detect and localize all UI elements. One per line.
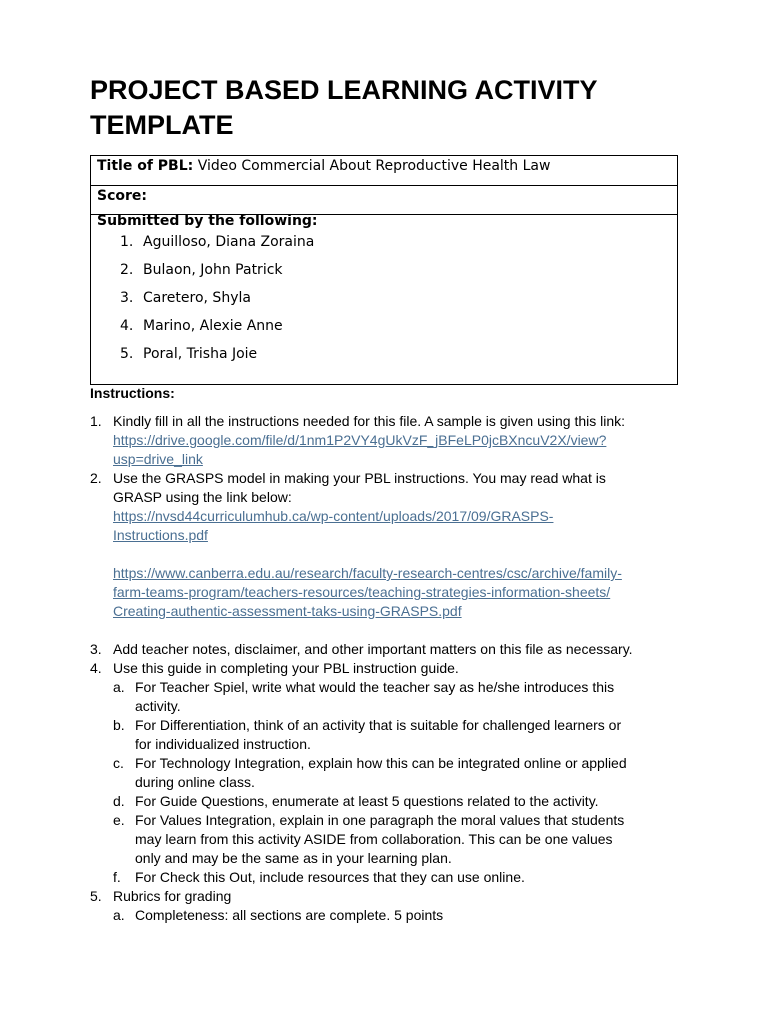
pbl-title-label: Title of PBL: — [97, 158, 194, 174]
spacer — [113, 621, 690, 640]
instruction-item-5: 5. Rubrics for grading a. Completeness: all sections are complete. 5 points — [90, 887, 690, 925]
instructions-heading: Instructions: — [90, 385, 175, 401]
member-list — [97, 233, 677, 373]
instruction-item-1: 1. Kindly fill in all the instructions needed for this file. A sample is given using this link: https://drive.google.com/file/d/1nm1P2VY4gUkVzF_jBFeLP0jcBXncuV2X/view? usp=drive_link — [90, 412, 690, 469]
instructions-list — [90, 412, 690, 925]
grasps-instructions-link[interactable]: https://nvsd44curriculumhub.ca/wp-content/uploads/2017/09/GRASPS- Instructions.pdf — [113, 508, 554, 543]
instruction-text: Use this guide in completing your PBL instruction guide. — [113, 660, 459, 676]
instruction-text: Rubrics for grading — [113, 888, 232, 904]
guide-subitem-d: d. For Guide Questions, enumerate at least 5 questions related to the activity. — [113, 793, 599, 809]
instruction-text: Add teacher notes, disclaimer, and other important matters on this file as necessary. — [113, 641, 633, 657]
member-item: 2. Bulaon, John Patrick — [120, 262, 283, 278]
pbl-info-table — [90, 155, 678, 385]
score-label: Score: — [97, 188, 147, 204]
rubric-sublist — [113, 906, 690, 925]
submitted-cell — [91, 215, 678, 385]
canberra-grasps-link[interactable]: https://www.canberra.edu.au/research/faculty-research-centres/csc/archive/family- farm-teams-program/teachers-resources/teaching-strategies-information-sheets/ Creating-authentic-assessment-taks-using-GRASPS.pdf — [113, 565, 622, 619]
member-name: Aguilloso, Diana Zoraina — [143, 234, 315, 250]
pbl-title-value: Video Commercial About Reproductive Health Law — [197, 158, 551, 174]
spacer — [113, 545, 690, 564]
member-name: Bulaon, John Patrick — [143, 262, 283, 278]
pbl-title-cell — [91, 156, 678, 186]
guide-subitem-b: b. For Differentiation, think of an activity that is suitable for challenged learners or for individualized instruction. — [113, 717, 622, 752]
submitted-label: Submitted by the following: — [97, 213, 318, 229]
pbl-title-row — [91, 156, 678, 186]
submitted-row — [91, 215, 678, 385]
member-name: Poral, Trisha Joie — [143, 346, 258, 362]
instruction-item-4: 4. Use this guide in completing your PBL instruction guide. a. For Teacher Spiel, write what would the teacher say as he/she introduces this activity. b. For Differentiation, think of an activity that is suitable for challenged learners or for individualized instruction. c. For Technology Integration, explain how this can be integrated online or applied during online class. d. For Guide Questions, enumerate at least 5 questions related to the activity. e. For Values Integration, explain in one paragraph the moral values that students may learn from this activity ASIDE from collaboration. This can be one values only and may be the same as in your learning plan. f. For Check this Out, include resources that they can use online. — [90, 659, 690, 887]
member-item: 1. Aguilloso, Diana Zoraina — [120, 234, 315, 250]
sample-drive-link[interactable]: https://drive.google.com/file/d/1nm1P2VY4gUkVzF_jBFeLP0jcBXncuV2X/view? usp=drive_link — [113, 432, 607, 467]
instruction-item-2: 2. Use the GRASPS model in making your PBL instructions. You may read what is GRASP using the link below: https://nvsd44curriculumhub.ca/wp-content/uploads/2017/09/GRASPS- Instructions.pdf https://www.canberra.edu.au/research/faculty-research-centres/csc/archive/family- farm-teams-program/teachers-resources/teaching-strategies-information-sheets/ Creating-authentic-assessment-taks-using-GRASPS.pdf — [90, 469, 690, 640]
instruction-item-3: 3. Add teacher notes, disclaimer, and other important matters on this file as necessary. — [90, 640, 690, 659]
guide-subitem-e: e. For Values Integration, explain in one paragraph the moral values that students may learn from this activity ASIDE from collaboration. This can be one values only and may be the same as in your learning plan. — [113, 812, 625, 866]
member-item: 3. Caretero, Shyla — [120, 290, 251, 306]
score-row — [91, 186, 678, 215]
member-item: 4. Marino, Alexie Anne — [120, 318, 283, 334]
guide-subitem-a: a. For Teacher Spiel, write what would the teacher say as he/she introduces this activity. — [113, 679, 615, 714]
member-item: 5. Poral, Trisha Joie — [120, 346, 258, 362]
rubric-subitem-a: a. Completeness: all sections are complete. 5 points — [113, 907, 444, 923]
guide-sublist — [113, 678, 690, 887]
member-name: Marino, Alexie Anne — [143, 318, 283, 334]
page-title: PROJECT BASED LEARNING ACTIVITY TEMPLATE — [90, 75, 598, 140]
guide-subitem-f: f. For Check this Out, include resources that they can use online. — [113, 869, 525, 885]
score-cell — [91, 186, 678, 215]
member-name: Caretero, Shyla — [143, 290, 251, 306]
guide-subitem-c: c. For Technology Integration, explain how this can be integrated online or applied during online class. — [113, 755, 627, 790]
instruction-text: Kindly fill in all the instructions needed for this file. A sample is given using this link: — [113, 413, 626, 429]
instruction-text: Use the GRASPS model in making your PBL instructions. You may read what is GRASP using the link below: — [113, 470, 606, 505]
